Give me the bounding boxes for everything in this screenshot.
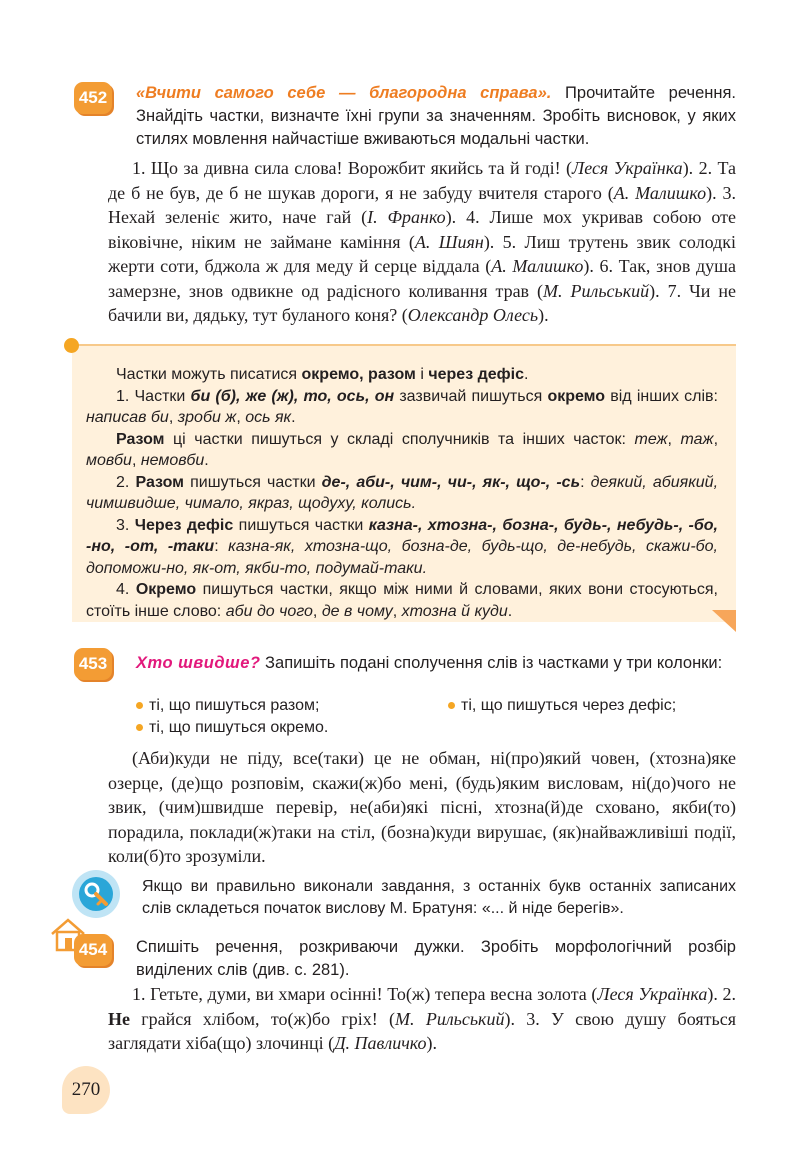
bullet-text: ті, що пишуться через дефіс;: [461, 697, 677, 714]
rule-text-part: .: [204, 452, 209, 469]
sentence-text: грайся хлібом, то(ж)бо гріх! (: [130, 1008, 396, 1029]
exercise-453-title: Хто швидше?: [136, 654, 261, 672]
exercise-452-text: [108, 156, 736, 328]
exercise-453-text: [108, 746, 736, 869]
rule-divider: [72, 344, 736, 346]
rule-text-bold: через дефіс: [428, 366, 524, 383]
sentence-text: ).: [426, 1033, 438, 1053]
exercise-453-phrases: (Аби)куди не піду, все(таки) це не обман, ні(про)який човен, (хтозна)яке озерце, (де)що розповім, скажи(ж)бо мені, (будь)яким висловам, ні(до)чого не звик, (чим)швидше перевір, не(аби)які пісні, хтозна(й)де сховано, якби(то) порадила, поклади(ж)таки на стіл, (бозна)куди вирушає, (як)найважливіші події, коли(б)то зрозуміли.: [108, 748, 736, 866]
author: А. Малишко: [491, 256, 584, 276]
rule-example: де в чому: [321, 602, 393, 620]
rule-text-part: від інших слів:: [605, 387, 718, 405]
rule-text-part: 4.: [116, 581, 136, 598]
rule-example: аби до чого: [225, 602, 313, 620]
rule-example: теж: [634, 430, 668, 448]
exercise-452-task: [136, 82, 736, 151]
rule-text-part: 2.: [116, 473, 136, 491]
bullet-item: [448, 695, 676, 717]
rule-text-part: ,: [168, 409, 178, 426]
exercise-453-bullets: [136, 695, 736, 739]
bullet-dot-icon: [136, 724, 143, 731]
rule-text-bold: окремо: [547, 387, 606, 405]
rule-example: казна-як, хтозна-що, бозна-де, будь-що, де-небудь, скажи-бо, допоможи-но, як-от, якби-то, подумай-таки.: [86, 538, 718, 577]
rule-text-part: зазвичай пишуться: [394, 387, 548, 405]
author: Д. Павличко: [334, 1033, 427, 1053]
exercise-452-instruction: Прочитайте речення. Знайдіть частки, визначте їхні групи за значенням. Зробіть висновок, у яких стилях мовлення найчастіше вживаються модальні частки.: [136, 84, 736, 148]
rule-text-part: 3.: [116, 516, 135, 534]
highlighted-word: Не: [108, 1008, 130, 1029]
rule-example: немовби: [140, 452, 205, 469]
rule-example: хтозна й куди: [401, 602, 508, 620]
exercise-452-title: «Вчити самого себе — благородна справа».: [136, 84, 552, 102]
sentence-text: ). 5. Лиш трутень звик солодкі жерти соти, бджола ж для меду й серце віддала (: [108, 231, 736, 276]
rule-example: написав би: [86, 409, 169, 426]
exercise-number-453: 453: [74, 648, 112, 680]
bullet-item: [136, 695, 319, 717]
rule-text-bold: окремо, разом: [301, 366, 416, 383]
note-text: Якщо ви правильно виконали завдання, з останніх букв останніх записаних слів складеться початок вислову М. Братуня: «... й ніде берегів».: [142, 878, 736, 917]
bullet-text: ті, що пишуться окремо.: [149, 719, 329, 736]
rule-example: зроби ж: [177, 409, 237, 426]
rule-example: ось як: [245, 409, 292, 426]
author: Леся Українка: [597, 984, 708, 1004]
rule-text-part: і: [415, 366, 429, 383]
sentence-text: 1. Що за дивна сила слова! Ворожбит якийсь та й годі! (: [132, 158, 572, 178]
author: І. Франко: [367, 207, 446, 227]
exercise-number-454: 454: [74, 934, 112, 966]
rule-text-bold: де-, аби-, чим-, чи-, як-, що-, -сь: [321, 473, 581, 491]
rule-text-part: :: [214, 538, 229, 555]
rule-text-bold: казна-, хтозна-, бозна-, будь-, небудь-, -бо, -но, -от, -таки: [86, 516, 719, 555]
rule-text-bold: Окремо: [135, 581, 197, 598]
author: М. Рильський: [543, 280, 650, 301]
rule-text-part: ,: [667, 430, 681, 448]
rule-text-part: пишуться частки: [184, 473, 322, 491]
rule-text-bold: Разом: [135, 473, 184, 491]
rule-text-part: Частки можуть писатися: [116, 366, 302, 383]
exercise-number-452: 452: [74, 82, 112, 114]
rule-text-part: .: [291, 409, 296, 426]
rule-text-part: ,: [236, 409, 246, 426]
rule-text-part: .: [507, 602, 513, 620]
rule-example: деякий, абиякий, чимшвидше, чимало, якраз, щодуху, колись.: [86, 473, 719, 512]
bullet-dot-icon: [448, 702, 455, 709]
bullet-text: ті, що пишуться разом;: [149, 697, 320, 714]
exercise-454-text: [108, 982, 736, 1056]
rule-bullet-icon: [64, 338, 79, 353]
rule-text-part: ,: [312, 602, 322, 620]
rule-text-part: ,: [713, 430, 719, 448]
rule-text-part: ,: [392, 602, 402, 620]
rule-example: мовби: [86, 452, 132, 469]
rule-text-part: :: [580, 473, 591, 491]
rule-text-part: пишуться частки, якщо між ними й словами, яких вони стосуються, стоїть інше слово:: [86, 581, 718, 620]
bullet-dot-icon: [136, 702, 143, 709]
rule-text-bold: Через дефіс: [134, 516, 234, 534]
sentence-text: ). 7. Чи не бачили ви, дядьку, тут буланого коня? (: [108, 280, 736, 325]
exercise-454-task: [136, 936, 736, 982]
page-number-text: 270: [71, 1079, 101, 1100]
rule-text-bold: Разом: [116, 430, 165, 448]
key-icon: [70, 868, 122, 920]
sentence-text: 1. Гетьте, думи, ви хмари осінні! То(ж) тепера весна золота (: [132, 984, 598, 1004]
rule-text-part: 1. Частки: [116, 387, 191, 405]
exercise-453-instruction: Запишіть подані сполучення слів із частками у три колонки:: [260, 654, 723, 672]
rule-text-bold: би (б), же (ж), то, ось, он: [190, 387, 395, 405]
rule-text-part: .: [523, 366, 529, 383]
sentence-text: ). 3. Нехай зеленіє жито, наче гай (: [108, 182, 737, 227]
rule-text: [86, 364, 718, 622]
rule-example: таж: [680, 430, 714, 448]
rule-text-part: ,: [131, 452, 141, 469]
author: Олександр Олесь: [407, 305, 539, 325]
author: А. Шиян: [414, 231, 484, 252]
author: Леся Українка: [572, 158, 683, 178]
exercise-454-instruction: Спишіть речення, розкриваючи дужки. Зробіть морфологічний розбір виділених слів (див. с. 281).: [136, 938, 736, 979]
sentence-text: ).: [538, 305, 549, 325]
page-number: [62, 1066, 110, 1114]
sentence-text: ). 3. У свою душу бояться заглядати хіба(що) злочинці (: [108, 1008, 736, 1053]
author: М. Рильський: [395, 1008, 505, 1029]
sentence-text: ). 2. Та де б не був, де б не шукав дороги, я не забуду вчителя старого (: [108, 158, 737, 203]
bullet-item: [136, 717, 328, 739]
exercise-453-task: [136, 652, 736, 675]
sentence-text: ). 2.: [707, 984, 736, 1004]
rule-text-part: пишуться частки: [233, 516, 369, 534]
sentence-text: ). 6. Так, знов душа замерзне, знов одвикне од радісного коливання трав (: [108, 256, 737, 301]
sentence-text: ). 4. Лише мох укривав собою оте віковічне, ніким не займане каміння (: [108, 207, 736, 252]
rule-text-part: ці частки пишуться у складі сполучників та інших часток:: [164, 430, 635, 448]
author: А. Малишко: [613, 182, 707, 203]
